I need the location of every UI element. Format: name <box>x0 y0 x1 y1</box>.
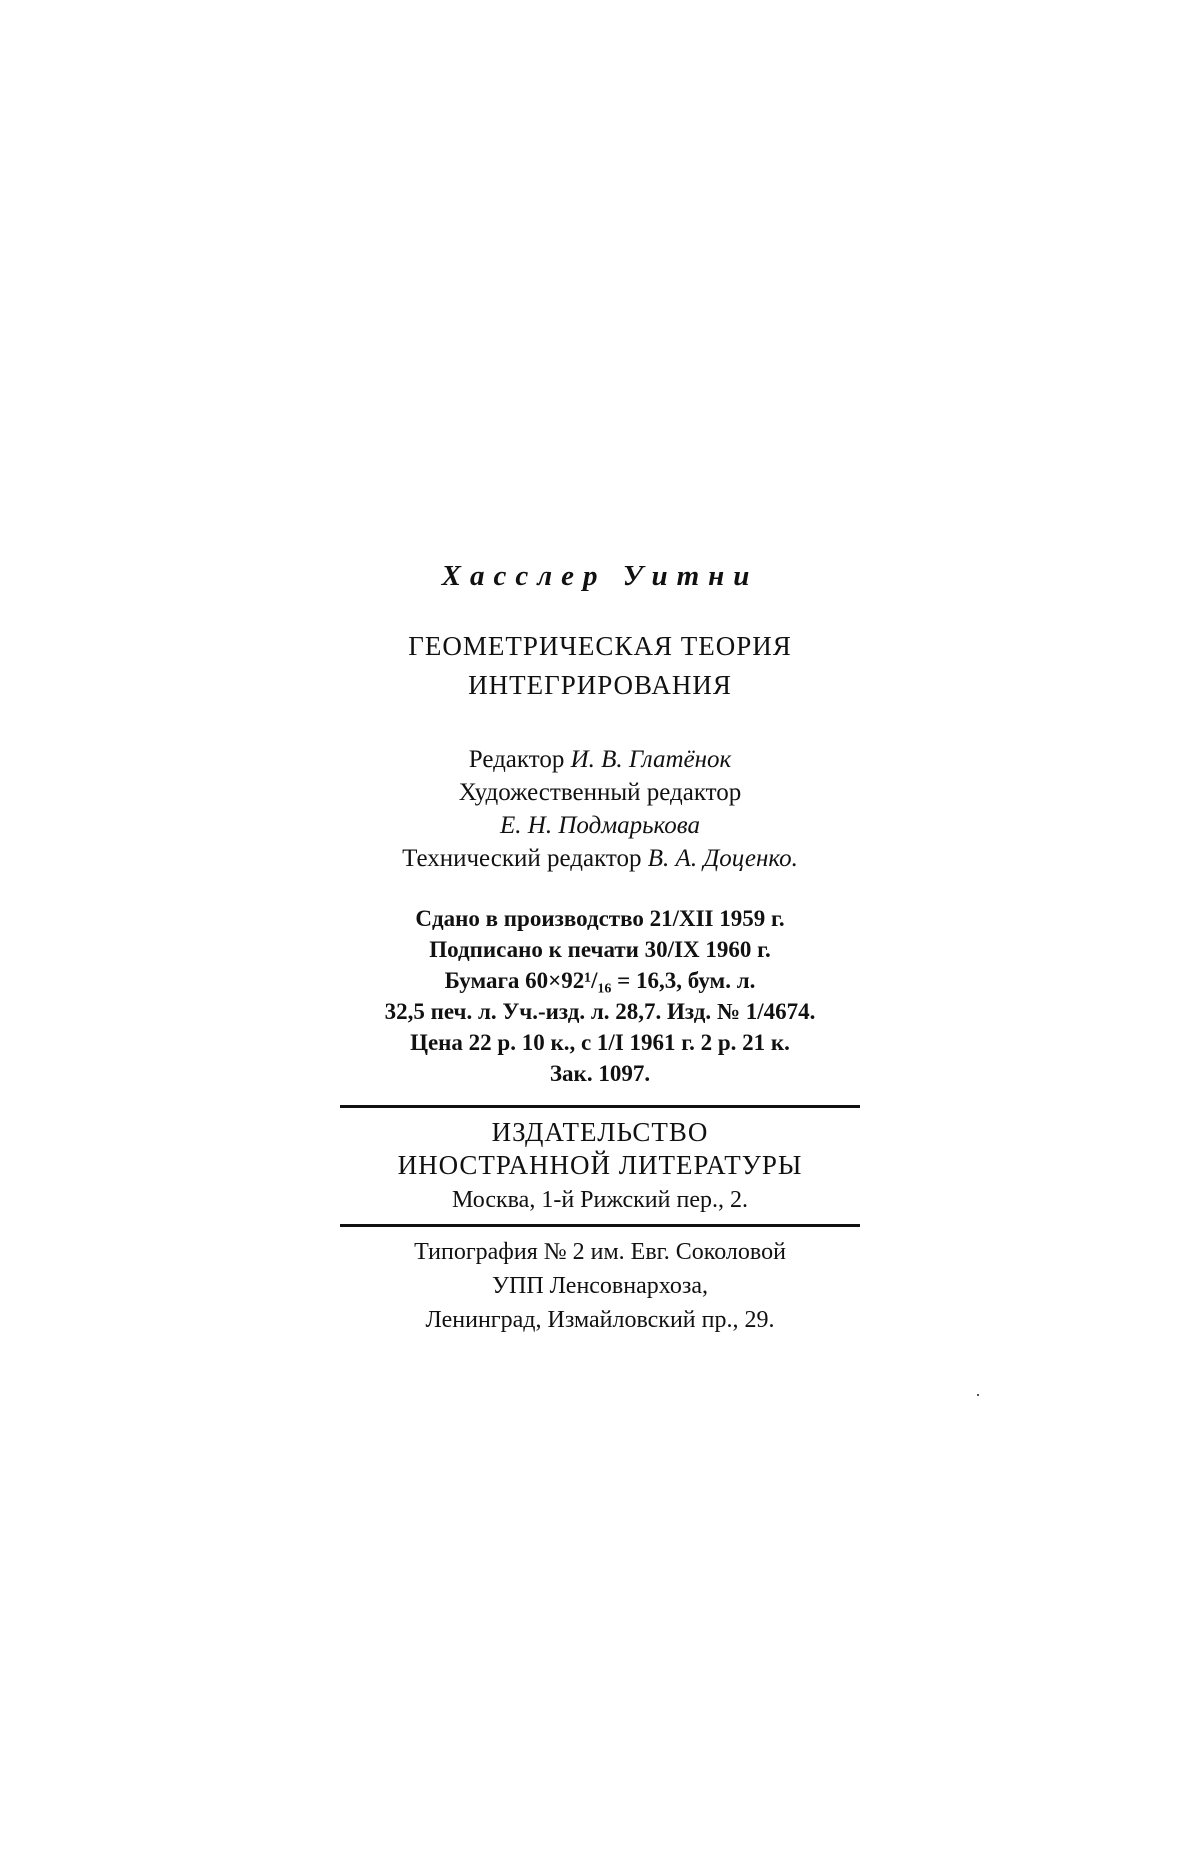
pubdata-line-2: Подписано к печати 30/IX 1960 г. <box>429 937 771 962</box>
scan-speck <box>977 1394 979 1396</box>
art-editor-label: Художественный редактор <box>458 779 742 806</box>
pubdata-line-1: Сдано в производство 21/XII 1959 г. <box>415 906 785 931</box>
publisher-address: Москва, 1-й Рижский пер., 2. <box>452 1187 748 1213</box>
title-line-1: ГЕОМЕТРИЧЕСКАЯ ТЕОРИЯ <box>408 631 792 661</box>
title-line-2: ИНТЕГРИРОВАНИЯ <box>468 670 732 700</box>
tech-editor-label: Технический редактор <box>402 845 642 872</box>
publisher-line-1: ИЗДАТЕЛЬСТВО <box>491 1117 709 1147</box>
publication-data <box>300 903 900 1089</box>
publisher-line-2: ИНОСТРАННОЙ ЛИТЕРАТУРЫ <box>397 1150 803 1180</box>
tech-editor-name: В. А. Доценко. <box>647 845 798 872</box>
book-title <box>300 627 900 705</box>
tech-editor-credit <box>300 842 900 875</box>
editor-label: Редактор <box>468 746 565 773</box>
pubdata-line-5: Цена 22 р. 10 к., с 1/I 1961 г. 2 р. 21 к. <box>410 1030 790 1055</box>
pubdata-line-4: 32,5 печ. л. Уч.-изд. л. 28,7. Изд. № 1/4674. <box>384 999 816 1024</box>
author-name: Хасслер Уитни <box>441 560 759 592</box>
printer-line-3: Ленинград, Измайловский пр., 29. <box>425 1307 775 1333</box>
printer-block <box>300 1227 900 1337</box>
editor-name: И. В. Глатёнок <box>570 746 732 773</box>
colophon <box>300 560 900 1337</box>
printer-line-1: Типография № 2 им. Евг. Соколовой <box>414 1239 786 1265</box>
printer-line-2: УПП Ленсовнархоза, <box>492 1273 708 1299</box>
credits <box>300 743 900 875</box>
publisher-block <box>300 1108 900 1224</box>
pubdata-line-3: Бумага 60×92¹/₁₆ = 16,3, бум. л. <box>444 968 756 993</box>
editor-credit <box>300 743 900 776</box>
pubdata-line-6: Зак. 1097. <box>549 1061 651 1086</box>
art-editor-name: Е. Н. Подмарькова <box>500 812 700 839</box>
